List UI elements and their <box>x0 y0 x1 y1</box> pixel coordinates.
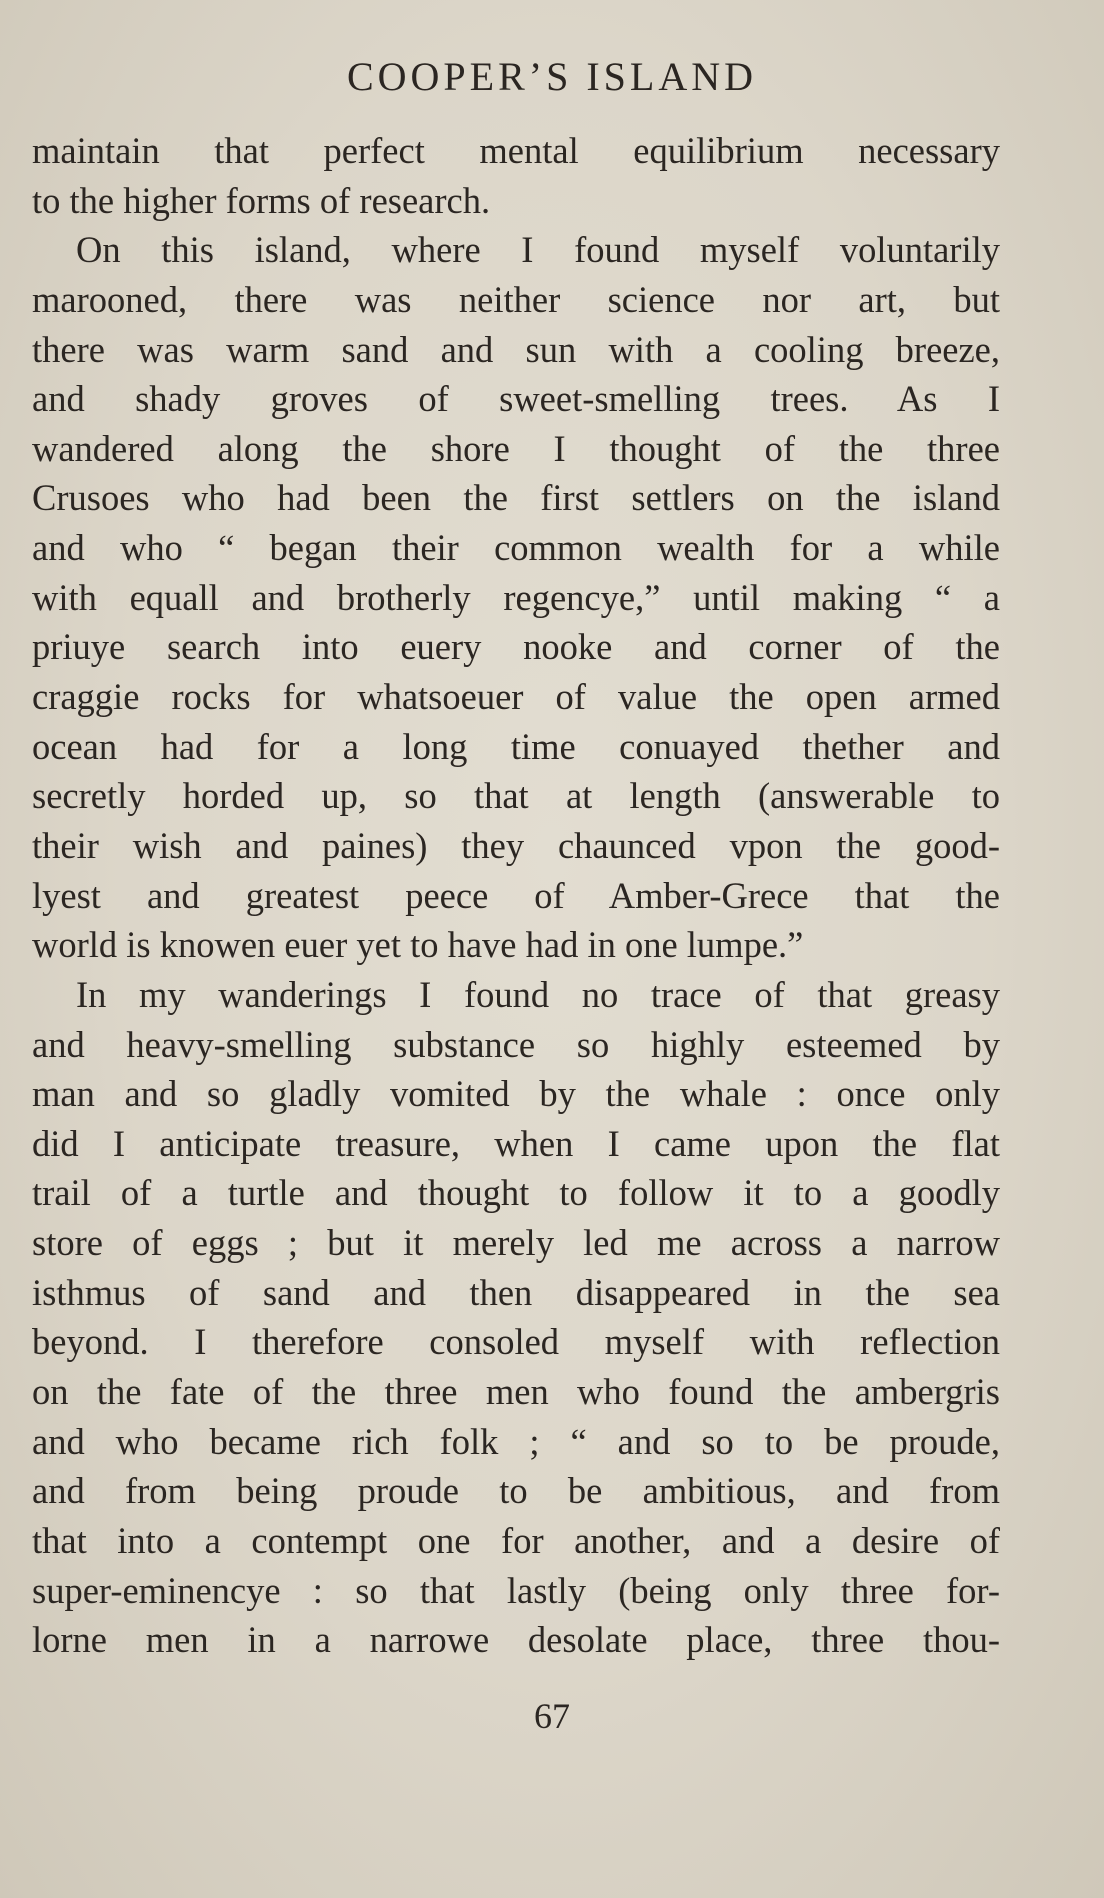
text-line: to the higher forms of research. <box>32 179 491 221</box>
text-line: and heavy-smelling substance so highly esteemed by <box>32 1023 1000 1065</box>
text-line: their wish and paines) they chaunced vpon the good- <box>32 824 1000 866</box>
text-line: maintain that perfect mental equilibrium necessary <box>32 130 1000 171</box>
text-line: super-eminencye : so that lastly (being only three for- <box>32 1569 1000 1611</box>
text-line: marooned, there was neither science nor art, but <box>32 278 1000 320</box>
text-line: world is knowen euer yet to have had in one lumpe.” <box>32 924 804 966</box>
text-line: lyest and greatest peece of Amber-Grece that the <box>32 874 1000 916</box>
text-line: store of eggs ; but it merely led me across a narrow <box>32 1222 1000 1264</box>
text-line: and shady groves of sweet-smelling trees. As I <box>32 378 1000 420</box>
text-line: that into a contempt one for another, and a desire of <box>32 1519 1000 1561</box>
text-line: wandered along the shore I thought of the three <box>32 427 1000 469</box>
text-line: craggie rocks for whatsoeuer of value the open armed <box>32 676 1000 718</box>
text-line: man and so gladly vomited by the whale : once only <box>32 1073 1000 1115</box>
text-line: isthmus of sand and then disappeared in the sea <box>32 1271 1000 1313</box>
text-line: did I anticipate treasure, when I came upon the flat <box>32 1122 1000 1164</box>
text-line: and who became rich folk ; “ and so to be proude, <box>32 1420 1000 1462</box>
text-line: with equall and brotherly regencye,” until making “ a <box>32 576 1000 618</box>
text-line: ocean had for a long time conuayed thether and <box>32 725 1000 767</box>
running-head: COOPER’S ISLAND <box>346 54 758 99</box>
text-line: on the fate of the three men who found the ambergris <box>32 1371 1000 1413</box>
text-line: and who “ began their common wealth for a while <box>32 527 1000 569</box>
page-number: 67 <box>534 1696 570 1736</box>
text-line: In my wanderings I found no trace of that greasy <box>76 973 1000 1015</box>
text-line: lorne men in a narrowe desolate place, three thou- <box>32 1619 1000 1661</box>
text-line: priuye search into euery nooke and corner of the <box>32 626 1000 668</box>
text-line: On this island, where I found myself voluntarily <box>76 229 1000 271</box>
text-line: and from being proude to be ambitious, and from <box>32 1470 1000 1512</box>
text-line: trail of a turtle and thought to follow it to a goodly <box>32 1172 1000 1214</box>
text-line: there was warm sand and sun with a cooling breeze, <box>32 328 1000 370</box>
text-line: secretly horded up, so that at length (answerable to <box>32 775 1000 817</box>
text-line: Crusoes who had been the first settlers on the island <box>32 477 1000 519</box>
text-line: beyond. I therefore consoled myself with reflection <box>32 1321 1000 1363</box>
body-text <box>32 126 1000 1665</box>
